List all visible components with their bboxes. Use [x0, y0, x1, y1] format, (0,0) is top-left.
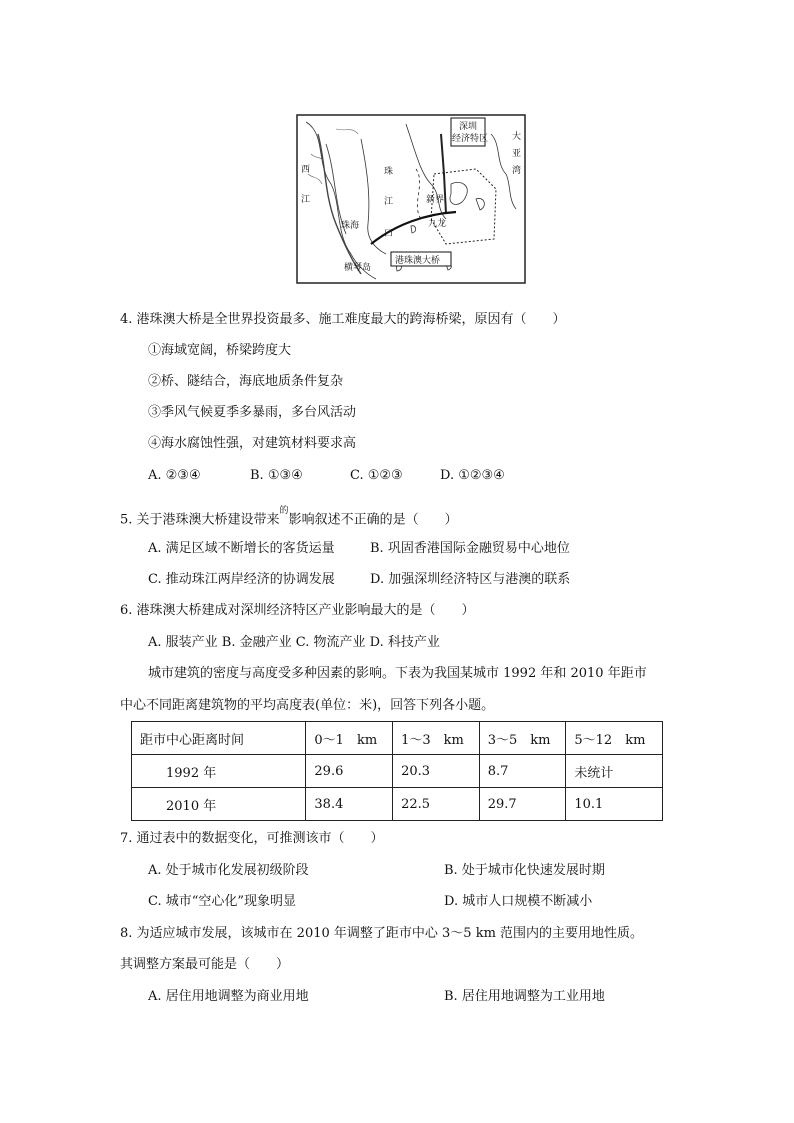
table-cell: 2010 年 [132, 788, 306, 821]
map-label-kou: 口 [384, 229, 394, 239]
q8-option-a[interactable]: A. 居住用地调整为商业用地 [148, 989, 309, 1004]
table-cell: 10.1 [566, 788, 663, 821]
q8-option-b[interactable]: B. 居住用地调整为工业用地 [444, 989, 605, 1004]
map-label-bridge: 港珠澳大桥 [395, 256, 441, 266]
table-header-cell: 3～5 km [479, 722, 566, 755]
table-cell: 8.7 [479, 755, 566, 788]
q6-stem: 6. 港珠澳大桥建成对深圳经济特区产业影响最大的是（ ） [120, 603, 475, 618]
q4-item-4: ④海水腐蚀性强，对建筑材料要求高 [148, 436, 357, 451]
table-cell: 22.5 [393, 788, 480, 821]
table-cell: 29.7 [479, 788, 566, 821]
table-header-cell: 5～12 km [566, 722, 663, 755]
map-label-zhuhai: 珠海 [341, 221, 360, 231]
q5-stem-after: 影响叙述不正确的是（ ） [288, 512, 458, 528]
map-label-zhu: 珠 [384, 167, 394, 177]
map-label-jiang-west: 江 [301, 195, 311, 205]
q5-option-a[interactable]: A. 满足区域不断增长的客货运量 [148, 541, 335, 556]
q4-item-3: ③季风气候夏季多暴雨，多台风活动 [148, 405, 357, 420]
q6-options[interactable]: A. 服装产业 B. 金融产业 C. 物流产业 D. 科技产业 [148, 635, 440, 650]
table-cell: 20.3 [393, 755, 480, 788]
q4-item-2: ②桥、隧结合，海底地质条件复杂 [148, 374, 344, 389]
q5-stem-before: 5. 关于港珠澳大桥建设带来 [120, 512, 280, 528]
map-label-jiulong: 九龙 [428, 219, 447, 229]
q4-option-c[interactable]: C. ①②③ [350, 468, 403, 483]
table-header-cell: 距市中心距离时间 [132, 722, 306, 755]
q5-option-b[interactable]: B. 巩固香港国际金融贸易中心地位 [370, 541, 570, 556]
q7-option-d[interactable]: D. 城市人口规模不断减小 [444, 894, 593, 909]
table-cell: 29.6 [306, 755, 393, 788]
map-label-xinjie: 新界 [426, 195, 445, 205]
q5-option-d[interactable]: D. 加强深圳经济特区与港澳的联系 [370, 572, 571, 587]
table-header-cell: 1～3 km [393, 722, 480, 755]
table-header-row [132, 722, 663, 755]
q4-item-1: ①海域宽阔，桥梁跨度大 [148, 343, 292, 358]
q5-stem [120, 507, 458, 529]
q5-option-c[interactable]: C. 推动珠江两岸经济的协调发展 [148, 572, 335, 587]
q7-stem: 7. 通过表中的数据变化，可推测该市（ ） [120, 831, 384, 846]
q7-option-c[interactable]: C. 城市“空心化”现象明显 [148, 894, 297, 909]
table-row [132, 755, 663, 788]
pearl-river-estuary-map [296, 114, 526, 284]
table-cell: 未统计 [566, 755, 663, 788]
table-cell: 1992 年 [132, 755, 306, 788]
q7-option-b[interactable]: B. 处于城市化快速发展时期 [444, 863, 605, 878]
map-label-xi: 西 [301, 165, 311, 175]
q5-stem-sup: 的 [279, 506, 289, 516]
table-header-cell: 0～1 km [306, 722, 393, 755]
map-label-hengqin: 横琴岛 [344, 263, 372, 273]
table-row [132, 788, 663, 821]
map-label-wan: 湾 [512, 166, 522, 176]
q7-option-a[interactable]: A. 处于城市化发展初级阶段 [148, 863, 309, 878]
map-label-jiang: 江 [384, 197, 394, 207]
map-label-sez: 经济特区 [452, 134, 489, 144]
table-intro-line-2: 中心不同距离建筑物的平均高度表(单位：米)，回答下列各小题。 [120, 698, 495, 713]
building-height-table [131, 721, 663, 821]
map-label-ya: 亚 [512, 149, 522, 159]
table-intro-line-1: 城市建筑的密度与高度受多种因素的影响。下表为我国某城市 1992 年和 2010 年距市 [148, 666, 647, 681]
q4-stem: 4. 港珠澳大桥是全世界投资最多、施工难度最大的跨海桥梁，原因有（ ） [120, 312, 566, 327]
q4-option-b[interactable]: B. ①③④ [250, 468, 303, 483]
q8-stem-line-2: 其调整方案最可能是（ ） [120, 957, 290, 972]
map-label-da: 大 [512, 132, 522, 142]
map-label-shenzhen: 深圳 [459, 122, 478, 132]
q4-option-a[interactable]: A. ②③④ [148, 468, 201, 483]
q8-stem-line-1: 8. 为适应城市发展，该城市在 2010 年调整了距市中心 3～5 km 范围内的主要用地性质。 [120, 926, 644, 941]
q4-option-d[interactable]: D. ①②③④ [440, 468, 505, 483]
table-cell: 38.4 [306, 788, 393, 821]
